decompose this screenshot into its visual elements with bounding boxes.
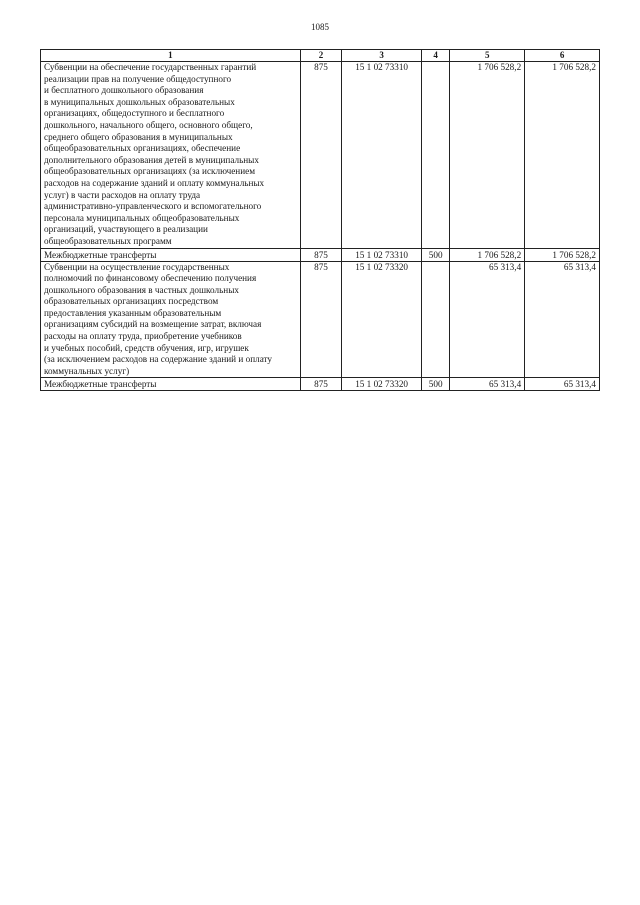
- row-ministry: 875: [300, 261, 342, 378]
- page-number: 1085: [311, 22, 329, 32]
- row-value-b: 1 706 528,2: [525, 62, 600, 249]
- row-name: Субвенции на обеспечение государственных гарантий реализации прав на получение общедоступного и бесплатного дошкольного образования в муниципальных дошкольных образовательных организациях, общедоступного и бесплатного дошкольного, начального общего, основного общего, среднего общего образования в муниципальных общеобразовательных организациях, обеспечение дополнительного образования детей в муниципальных общеобразовательных организациях (за исключением расходов на содержание зданий и оплату коммунальных услуг) в части расходов на оплату труда административно-управленческого и вспомогательного персонала муниципальных общеобразовательных организаций, участвующего в реализации общеобразовательных программ: [41, 62, 301, 249]
- row-expense-type: 500: [421, 248, 449, 261]
- row-value-a: 1 706 528,2: [450, 62, 525, 249]
- header-cell-4: 4: [421, 50, 449, 62]
- budget-table: [40, 49, 600, 391]
- row-value-a: 1 706 528,2: [450, 248, 525, 261]
- table-row: [41, 261, 600, 378]
- row-target-code: 15 1 02 73320: [342, 261, 422, 378]
- row-name: Субвенции на осуществление государственных полномочий по финансовому обеспечению получения дошкольного образования в частных дошкольных образовательных организациях посредством предоставления указанным образовательным организациям субсидий на возмещение затрат, включая расходы на оплату труда, приобретение учебников и учебных пособий, средств обучения, игр, игрушек (за исключением расходов на содержание зданий и оплату коммунальных услуг): [41, 261, 301, 378]
- row-ministry: 875: [300, 248, 342, 261]
- header-row: [41, 50, 600, 62]
- row-value-b: 1 706 528,2: [525, 248, 600, 261]
- row-ministry: 875: [300, 378, 342, 391]
- header-cell-5: 5: [450, 50, 525, 62]
- row-expense-type: [421, 261, 449, 378]
- row-value-b: 65 313,4: [525, 261, 600, 378]
- row-name: Межбюджетные трансферты: [41, 248, 301, 261]
- header-cell-1: 1: [41, 50, 301, 62]
- row-name: Межбюджетные трансферты: [41, 378, 301, 391]
- header-cell-3: 3: [342, 50, 422, 62]
- row-target-code: 15 1 02 73310: [342, 248, 422, 261]
- row-target-code: 15 1 02 73310: [342, 62, 422, 249]
- table-row: [41, 62, 600, 249]
- row-target-code: 15 1 02 73320: [342, 378, 422, 391]
- row-value-b: 65 313,4: [525, 378, 600, 391]
- row-value-a: 65 313,4: [450, 378, 525, 391]
- header-cell-2: 2: [300, 50, 342, 62]
- table-row: [41, 248, 600, 261]
- row-value-a: 65 313,4: [450, 261, 525, 378]
- row-expense-type: [421, 62, 449, 249]
- table-row: [41, 378, 600, 391]
- row-ministry: 875: [300, 62, 342, 249]
- row-expense-type: 500: [421, 378, 449, 391]
- header-cell-6: 6: [525, 50, 600, 62]
